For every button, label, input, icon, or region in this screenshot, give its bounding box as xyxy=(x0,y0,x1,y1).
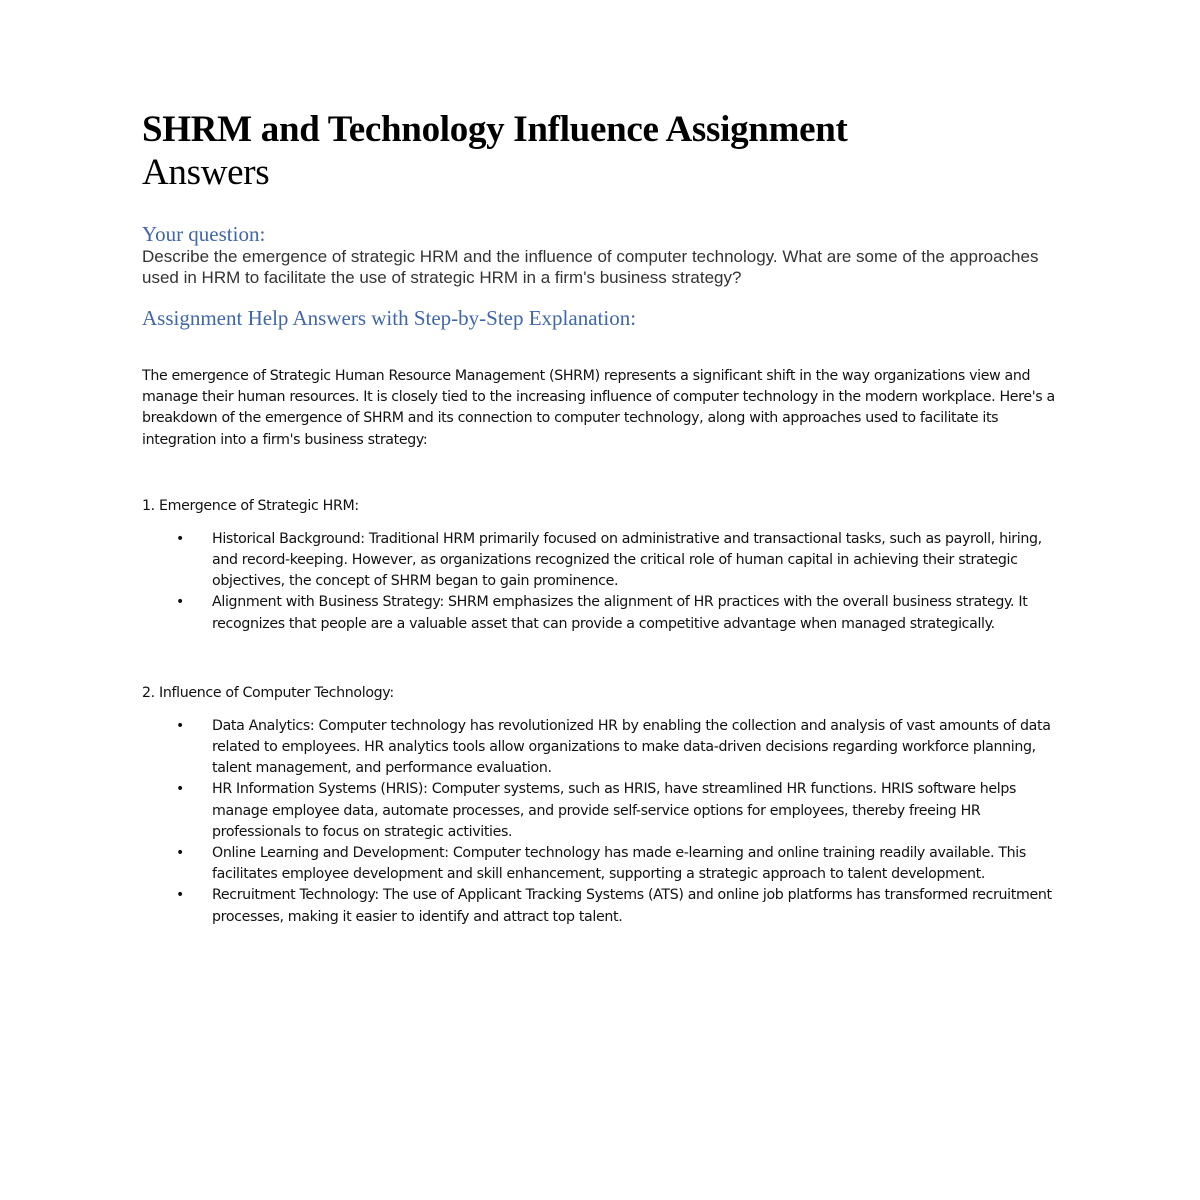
bullet-icon: • xyxy=(176,594,184,611)
bullet-icon: • xyxy=(176,845,184,862)
list-item-text: Historical Background: Traditional HRM primarily focused on administrative and transactional tasks, such as payroll, hiring, and record-keeping. However, as organizations recognized the critical role of human capital in achieving their strategic objectives, the concept of SHRM began to gain prominence. xyxy=(212,530,1042,590)
bullet-icon: • xyxy=(176,887,184,904)
list-item xyxy=(176,779,1062,843)
bullet-icon: • xyxy=(176,530,184,547)
answer-heading: Assignment Help Answers with Step-by-Step Explanation: xyxy=(142,306,637,330)
document-page xyxy=(142,108,1062,928)
list-item xyxy=(176,592,1062,634)
list-item xyxy=(176,716,1062,780)
document-title xyxy=(142,108,1062,194)
question-heading: Your question: xyxy=(142,222,266,246)
question-text: Describe the emergence of strategic HRM and the influence of computer technology. What are some of the approaches used in HRM to facilitate the use of strategic HRM in a firm's business strategy? xyxy=(142,247,1039,287)
intro-paragraph: The emergence of Strategic Human Resource Management (SHRM) represents a significant shift in the way organizations view and manage their human resources. It is closely tied to the increasing influence of computer technology in the modern workplace. Here's a breakdown of the emergence of SHRM and its connection to computer technology, along with approaches used to facilitate its integration into a firm's business strategy: xyxy=(142,368,1055,448)
list-item xyxy=(176,885,1062,927)
section-computer-technology xyxy=(142,683,1062,928)
bullet-icon: • xyxy=(176,781,184,798)
section-label: 1. Emergence of Strategic HRM: xyxy=(142,497,359,514)
title-line-normal: Answers xyxy=(142,152,270,193)
list-item-text: Alignment with Business Strategy: SHRM emphasizes the alignment of HR practices with the overall business strategy. It recognizes that people are a valuable asset that can provide a competitive advantage when managed strategically. xyxy=(212,594,1028,632)
bullet-list xyxy=(142,716,1062,928)
section-label: 2. Influence of Computer Technology: xyxy=(142,684,394,701)
list-item xyxy=(176,529,1062,593)
list-item xyxy=(176,843,1062,885)
list-item-text: HR Information Systems (HRIS): Computer systems, such as HRIS, have streamlined HR functions. HRIS software helps manage employee data, automate processes, and provide self-service options for employees, thereby freeing HR professionals to focus on strategic activities. xyxy=(212,781,1017,840)
section-emergence xyxy=(142,496,1062,635)
list-item-text: Data Analytics: Computer technology has revolutionized HR by enabling the collection and analysis of vast amounts of data related to employees. HR analytics tools allow organizations to make data-driven decisions regarding workforce planning, talent management, and performance evaluation. xyxy=(212,717,1051,777)
bullet-list xyxy=(142,529,1062,635)
title-line-bold: SHRM and Technology Influence Assignment xyxy=(142,109,848,150)
list-item-text: Online Learning and Development: Computer technology has made e-learning and online training readily available. This facilitates employee development and skill enhancement, supporting a strategic approach to talent development. xyxy=(212,845,1026,883)
list-item-text: Recruitment Technology: The use of Applicant Tracking Systems (ATS) and online job platforms has transformed recruitment processes, making it easier to identify and attract top talent. xyxy=(212,887,1052,925)
bullet-icon: • xyxy=(176,717,184,734)
